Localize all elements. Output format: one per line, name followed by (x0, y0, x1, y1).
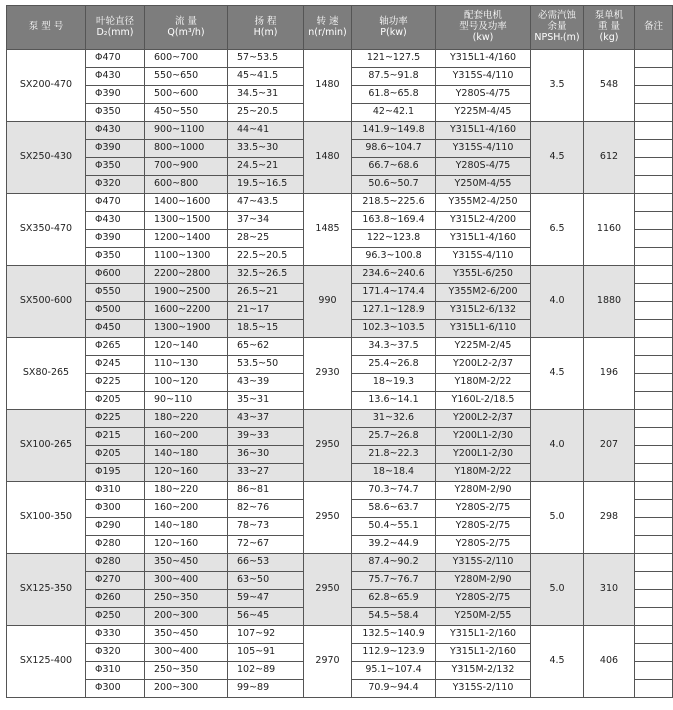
cell-impeller-diameter: Φ390 (86, 86, 145, 104)
cell-remarks (635, 590, 673, 608)
cell-pump-model: SX100-265 (7, 410, 86, 482)
cell-pump-model: SX80-265 (7, 338, 86, 410)
cell-motor: Y280S-2/75 (436, 590, 531, 608)
cell-motor: Y280S-2/75 (436, 536, 531, 554)
cell-head: 66~53 (228, 554, 304, 572)
cell-motor: Y280S-2/75 (436, 518, 531, 536)
cell-shaft-power: 127.1~128.9 (352, 302, 436, 320)
cell-remarks (635, 356, 673, 374)
cell-head: 99~89 (228, 680, 304, 698)
cell-motor: Y355M2-6/200 (436, 284, 531, 302)
cell-npsh: 4.0 (531, 410, 584, 482)
cell-npsh: 4.5 (531, 626, 584, 698)
header-pump-model-line: 泵 型 号 (28, 21, 64, 33)
cell-motor: Y280S-4/75 (436, 158, 531, 176)
cell-flow: 250~350 (145, 590, 228, 608)
cell-remarks (635, 194, 673, 212)
cell-flow: 90~110 (145, 392, 228, 410)
pump-spec-table (6, 5, 673, 698)
cell-shaft-power: 61.8~65.8 (352, 86, 436, 104)
table-row (7, 122, 673, 140)
cell-impeller-diameter: Φ225 (86, 410, 145, 428)
cell-head: 86~81 (228, 482, 304, 500)
cell-shaft-power: 87.5~91.8 (352, 68, 436, 86)
cell-motor: Y180M-2/22 (436, 464, 531, 482)
header-motor (436, 6, 531, 50)
cell-shaft-power: 50.6~50.7 (352, 176, 436, 194)
cell-npsh: 4.0 (531, 266, 584, 338)
cell-impeller-diameter: Φ350 (86, 104, 145, 122)
cell-shaft-power: 87.4~90.2 (352, 554, 436, 572)
cell-remarks (635, 428, 673, 446)
cell-shaft-power: 25.7~26.8 (352, 428, 436, 446)
cell-head: 65~62 (228, 338, 304, 356)
cell-flow: 1300~1900 (145, 320, 228, 338)
cell-impeller-diameter: Φ430 (86, 68, 145, 86)
cell-shaft-power: 18~18.4 (352, 464, 436, 482)
cell-head: 45~41.5 (228, 68, 304, 86)
cell-remarks (635, 572, 673, 590)
cell-impeller-diameter: Φ225 (86, 374, 145, 392)
header-speed-line: 转 速 (316, 15, 339, 27)
cell-impeller-diameter: Φ310 (86, 662, 145, 680)
cell-flow: 450~550 (145, 104, 228, 122)
cell-shaft-power: 112.9~123.9 (352, 644, 436, 662)
cell-weight: 548 (584, 50, 635, 122)
cell-head: 43~39 (228, 374, 304, 392)
cell-shaft-power: 25.4~26.8 (352, 356, 436, 374)
cell-motor: Y355M2-4/250 (436, 194, 531, 212)
cell-flow: 1600~2200 (145, 302, 228, 320)
header-shaft-power-line: P(kw) (380, 26, 407, 38)
cell-flow: 700~900 (145, 158, 228, 176)
cell-shaft-power: 95.1~107.4 (352, 662, 436, 680)
cell-impeller-diameter: Φ430 (86, 122, 145, 140)
header-shaft-power-line: 轴功率 (379, 15, 408, 27)
cell-impeller-diameter: Φ600 (86, 266, 145, 284)
cell-remarks (635, 140, 673, 158)
cell-impeller-diameter: Φ290 (86, 518, 145, 536)
cell-pump-model: SX125-350 (7, 554, 86, 626)
cell-head: 33~27 (228, 464, 304, 482)
cell-impeller-diameter: Φ430 (86, 212, 145, 230)
cell-head: 22.5~20.5 (228, 248, 304, 266)
cell-head: 21~17 (228, 302, 304, 320)
cell-flow: 600~700 (145, 50, 228, 68)
cell-motor: Y315S-4/110 (436, 248, 531, 266)
cell-impeller-diameter: Φ350 (86, 158, 145, 176)
cell-weight: 1880 (584, 266, 635, 338)
header-npsh-line: NPSHᵣ(m) (534, 31, 580, 43)
cell-flow: 120~140 (145, 338, 228, 356)
cell-shaft-power: 122~123.8 (352, 230, 436, 248)
cell-remarks (635, 662, 673, 680)
cell-motor: Y225M-4/45 (436, 104, 531, 122)
header-npsh (531, 6, 584, 50)
cell-head: 43~37 (228, 410, 304, 428)
cell-shaft-power: 75.7~76.7 (352, 572, 436, 590)
cell-flow: 300~400 (145, 572, 228, 590)
cell-remarks (635, 266, 673, 284)
cell-head: 25~20.5 (228, 104, 304, 122)
cell-impeller-diameter: Φ330 (86, 626, 145, 644)
header-pump-model (7, 6, 86, 50)
cell-shaft-power: 218.5~225.6 (352, 194, 436, 212)
cell-head: 59~47 (228, 590, 304, 608)
cell-speed: 1480 (304, 50, 352, 122)
header-impeller-diameter-line: D₂(mm) (96, 26, 134, 38)
cell-motor: Y315M-2/132 (436, 662, 531, 680)
cell-remarks (635, 248, 673, 266)
cell-flow: 200~300 (145, 680, 228, 698)
cell-impeller-diameter: Φ215 (86, 428, 145, 446)
header-remarks-line: 备注 (643, 21, 663, 33)
cell-remarks (635, 608, 673, 626)
cell-impeller-diameter: Φ500 (86, 302, 145, 320)
cell-remarks (635, 302, 673, 320)
cell-head: 105~91 (228, 644, 304, 662)
cell-impeller-diameter: Φ250 (86, 608, 145, 626)
cell-npsh: 3.5 (531, 50, 584, 122)
cell-head: 82~76 (228, 500, 304, 518)
cell-head: 28~25 (228, 230, 304, 248)
table-row (7, 554, 673, 572)
cell-flow: 200~300 (145, 608, 228, 626)
table-row (7, 338, 673, 356)
cell-head: 39~33 (228, 428, 304, 446)
cell-shaft-power: 34.3~37.5 (352, 338, 436, 356)
cell-remarks (635, 482, 673, 500)
header-flow (145, 6, 228, 50)
cell-impeller-diameter: Φ195 (86, 464, 145, 482)
table-row (7, 50, 673, 68)
cell-speed: 2950 (304, 554, 352, 626)
cell-motor: Y280S-4/75 (436, 86, 531, 104)
cell-shaft-power: 98.6~104.7 (352, 140, 436, 158)
cell-flow: 900~1100 (145, 122, 228, 140)
cell-motor: Y315S-4/110 (436, 140, 531, 158)
cell-remarks (635, 644, 673, 662)
header-flow-line: Q(m³/h) (167, 26, 205, 38)
cell-flow: 250~350 (145, 662, 228, 680)
cell-head: 36~30 (228, 446, 304, 464)
cell-head: 53.5~50 (228, 356, 304, 374)
cell-impeller-diameter: Φ470 (86, 194, 145, 212)
cell-motor: Y160L-2/18.5 (436, 392, 531, 410)
cell-motor: Y200L1-2/30 (436, 446, 531, 464)
cell-head: 72~67 (228, 536, 304, 554)
cell-motor: Y315L1-2/160 (436, 644, 531, 662)
cell-shaft-power: 54.5~58.4 (352, 608, 436, 626)
cell-flow: 600~800 (145, 176, 228, 194)
cell-flow: 1400~1600 (145, 194, 228, 212)
header-head (228, 6, 304, 50)
header-npsh-line: 余量 (547, 21, 567, 33)
cell-shaft-power: 42~42.1 (352, 104, 436, 122)
cell-impeller-diameter: Φ280 (86, 536, 145, 554)
cell-head: 24.5~21 (228, 158, 304, 176)
cell-flow: 1900~2500 (145, 284, 228, 302)
cell-flow: 1100~1300 (145, 248, 228, 266)
cell-remarks (635, 212, 673, 230)
cell-motor: Y315L1-6/110 (436, 320, 531, 338)
cell-flow: 300~400 (145, 644, 228, 662)
cell-motor: Y315L1-4/160 (436, 230, 531, 248)
cell-impeller-diameter: Φ470 (86, 50, 145, 68)
cell-head: 32.5~26.5 (228, 266, 304, 284)
cell-shaft-power: 70.3~74.7 (352, 482, 436, 500)
cell-impeller-diameter: Φ280 (86, 554, 145, 572)
cell-shaft-power: 13.6~14.1 (352, 392, 436, 410)
cell-remarks (635, 446, 673, 464)
cell-remarks (635, 518, 673, 536)
cell-remarks (635, 320, 673, 338)
cell-weight: 298 (584, 482, 635, 554)
cell-impeller-diameter: Φ320 (86, 176, 145, 194)
header-motor-line: 配套电机 (463, 10, 502, 22)
cell-head: 107~92 (228, 626, 304, 644)
cell-weight: 196 (584, 338, 635, 410)
cell-remarks (635, 464, 673, 482)
header-head-line: 扬 程 (254, 15, 277, 27)
cell-impeller-diameter: Φ350 (86, 248, 145, 266)
cell-shaft-power: 62.8~65.9 (352, 590, 436, 608)
cell-flow: 120~160 (145, 464, 228, 482)
cell-motor: Y250M-2/55 (436, 608, 531, 626)
cell-motor: Y280M-2/90 (436, 482, 531, 500)
cell-remarks (635, 104, 673, 122)
cell-remarks (635, 158, 673, 176)
header-weight (584, 6, 635, 50)
cell-flow: 350~450 (145, 626, 228, 644)
table-row (7, 410, 673, 428)
cell-flow: 180~220 (145, 410, 228, 428)
cell-shaft-power: 163.8~169.4 (352, 212, 436, 230)
cell-flow: 110~130 (145, 356, 228, 374)
cell-head: 78~73 (228, 518, 304, 536)
cell-motor: Y200L2-2/37 (436, 410, 531, 428)
cell-pump-model: SX250-430 (7, 122, 86, 194)
cell-shaft-power: 39.2~44.9 (352, 536, 436, 554)
cell-shaft-power: 96.3~100.8 (352, 248, 436, 266)
cell-impeller-diameter: Φ205 (86, 446, 145, 464)
cell-flow: 160~200 (145, 428, 228, 446)
cell-head: 19.5~16.5 (228, 176, 304, 194)
cell-speed: 2950 (304, 410, 352, 482)
header-impeller-diameter (86, 6, 145, 50)
cell-head: 35~31 (228, 392, 304, 410)
cell-motor: Y280M-2/90 (436, 572, 531, 590)
cell-head: 57~53.5 (228, 50, 304, 68)
cell-impeller-diameter: Φ320 (86, 644, 145, 662)
cell-impeller-diameter: Φ550 (86, 284, 145, 302)
cell-flow: 140~180 (145, 518, 228, 536)
cell-motor: Y315S-2/110 (436, 680, 531, 698)
cell-motor: Y225M-2/45 (436, 338, 531, 356)
cell-motor: Y315S-2/110 (436, 554, 531, 572)
cell-motor: Y280S-2/75 (436, 500, 531, 518)
cell-flow: 500~600 (145, 86, 228, 104)
cell-head: 63~50 (228, 572, 304, 590)
header-weight-line: 重 量 (597, 21, 621, 33)
cell-impeller-diameter: Φ310 (86, 482, 145, 500)
cell-shaft-power: 171.4~174.4 (352, 284, 436, 302)
cell-flow: 180~220 (145, 482, 228, 500)
table-row (7, 626, 673, 644)
cell-remarks (635, 410, 673, 428)
cell-remarks (635, 500, 673, 518)
cell-shaft-power: 21.8~22.3 (352, 446, 436, 464)
cell-shaft-power: 141.9~149.8 (352, 122, 436, 140)
cell-shaft-power: 70.9~94.4 (352, 680, 436, 698)
cell-head: 37~34 (228, 212, 304, 230)
cell-impeller-diameter: Φ390 (86, 230, 145, 248)
cell-head: 47~43.5 (228, 194, 304, 212)
cell-remarks (635, 392, 673, 410)
cell-remarks (635, 284, 673, 302)
cell-impeller-diameter: Φ260 (86, 590, 145, 608)
cell-motor: Y315L1-4/160 (436, 122, 531, 140)
cell-speed: 990 (304, 266, 352, 338)
cell-remarks (635, 230, 673, 248)
cell-npsh: 6.5 (531, 194, 584, 266)
table-body (7, 50, 673, 698)
cell-remarks (635, 536, 673, 554)
cell-impeller-diameter: Φ245 (86, 356, 145, 374)
cell-speed: 1480 (304, 122, 352, 194)
cell-weight: 310 (584, 554, 635, 626)
table-row (7, 266, 673, 284)
table-row (7, 482, 673, 500)
cell-head: 18.5~15 (228, 320, 304, 338)
header-motor-line: 型号及功率 (459, 21, 507, 33)
cell-head: 26.5~21 (228, 284, 304, 302)
cell-motor: Y200L2-2/37 (436, 356, 531, 374)
cell-remarks (635, 374, 673, 392)
cell-head: 34.5~31 (228, 86, 304, 104)
cell-flow: 120~160 (145, 536, 228, 554)
header-remarks (635, 6, 673, 50)
cell-motor: Y200L1-2/30 (436, 428, 531, 446)
cell-npsh: 5.0 (531, 554, 584, 626)
cell-flow: 550~650 (145, 68, 228, 86)
cell-remarks (635, 626, 673, 644)
cell-flow: 800~1000 (145, 140, 228, 158)
cell-speed: 2970 (304, 626, 352, 698)
cell-impeller-diameter: Φ270 (86, 572, 145, 590)
cell-flow: 350~450 (145, 554, 228, 572)
cell-head: 33.5~30 (228, 140, 304, 158)
cell-impeller-diameter: Φ265 (86, 338, 145, 356)
cell-flow: 1200~1400 (145, 230, 228, 248)
cell-shaft-power: 31~32.6 (352, 410, 436, 428)
cell-impeller-diameter: Φ300 (86, 680, 145, 698)
table-row (7, 194, 673, 212)
cell-shaft-power: 234.6~240.6 (352, 266, 436, 284)
cell-weight: 406 (584, 626, 635, 698)
cell-remarks (635, 176, 673, 194)
header-head-line: H(m) (253, 26, 278, 38)
header-speed (304, 6, 352, 50)
cell-motor: Y250M-4/55 (436, 176, 531, 194)
cell-pump-model: SX200-470 (7, 50, 86, 122)
cell-shaft-power: 121~127.5 (352, 50, 436, 68)
cell-npsh: 4.5 (531, 338, 584, 410)
cell-remarks (635, 554, 673, 572)
cell-speed: 2930 (304, 338, 352, 410)
cell-remarks (635, 86, 673, 104)
cell-impeller-diameter: Φ205 (86, 392, 145, 410)
cell-remarks (635, 50, 673, 68)
cell-speed: 1485 (304, 194, 352, 266)
header-shaft-power (352, 6, 436, 50)
cell-pump-model: SX350-470 (7, 194, 86, 266)
cell-motor: Y315L1-2/160 (436, 626, 531, 644)
cell-weight: 1160 (584, 194, 635, 266)
cell-head: 102~89 (228, 662, 304, 680)
cell-pump-model: SX500-600 (7, 266, 86, 338)
cell-impeller-diameter: Φ390 (86, 140, 145, 158)
cell-npsh: 4.5 (531, 122, 584, 194)
cell-weight: 207 (584, 410, 635, 482)
cell-flow: 2200~2800 (145, 266, 228, 284)
header-motor-line: (kw) (472, 31, 494, 43)
cell-shaft-power: 18~19.3 (352, 374, 436, 392)
header-npsh-line: 必需汽蚀 (537, 10, 576, 22)
cell-shaft-power: 132.5~140.9 (352, 626, 436, 644)
cell-impeller-diameter: Φ300 (86, 500, 145, 518)
cell-motor: Y180M-2/22 (436, 374, 531, 392)
cell-remarks (635, 680, 673, 698)
header-flow-line: 流 量 (174, 15, 198, 27)
cell-remarks (635, 122, 673, 140)
cell-motor: Y315S-4/110 (436, 68, 531, 86)
cell-pump-model: SX125-400 (7, 626, 86, 698)
cell-flow: 100~120 (145, 374, 228, 392)
cell-motor: Y315L2-6/132 (436, 302, 531, 320)
cell-motor: Y315L2-4/200 (436, 212, 531, 230)
cell-flow: 1300~1500 (145, 212, 228, 230)
cell-speed: 2950 (304, 482, 352, 554)
header-weight-line: 泵单机 (594, 10, 624, 22)
cell-npsh: 5.0 (531, 482, 584, 554)
cell-motor: Y315L1-4/160 (436, 50, 531, 68)
cell-flow: 140~180 (145, 446, 228, 464)
header-weight-line: (kg) (599, 31, 619, 43)
cell-weight: 612 (584, 122, 635, 194)
cell-remarks (635, 338, 673, 356)
header-impeller-diameter-line: 叶轮直径 (95, 15, 134, 27)
cell-impeller-diameter: Φ450 (86, 320, 145, 338)
cell-flow: 160~200 (145, 500, 228, 518)
cell-shaft-power: 58.6~63.7 (352, 500, 436, 518)
cell-motor: Y355L-6/250 (436, 266, 531, 284)
cell-remarks (635, 68, 673, 86)
header-speed-line: n(r/min) (308, 26, 347, 38)
cell-shaft-power: 66.7~68.6 (352, 158, 436, 176)
cell-head: 56~45 (228, 608, 304, 626)
cell-shaft-power: 50.4~55.1 (352, 518, 436, 536)
cell-head: 44~41 (228, 122, 304, 140)
table-header-row (7, 6, 673, 50)
cell-shaft-power: 102.3~103.5 (352, 320, 436, 338)
cell-pump-model: SX100-350 (7, 482, 86, 554)
